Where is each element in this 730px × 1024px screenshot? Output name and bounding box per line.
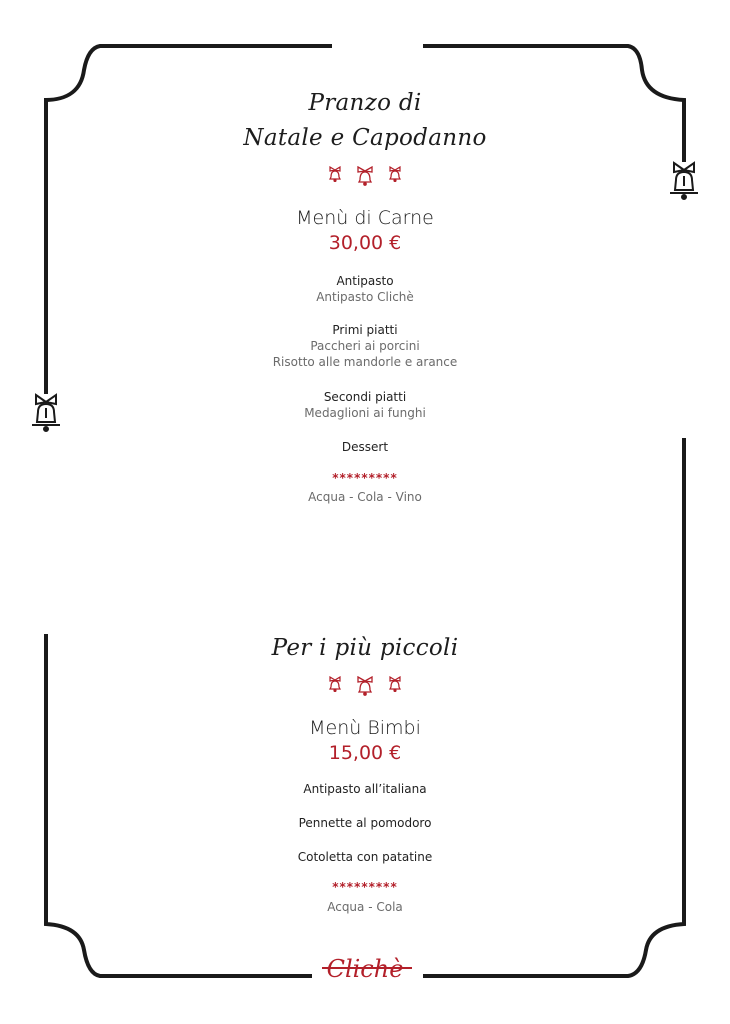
christmas-bell-icon [388, 166, 402, 182]
section2-title: Per i più piccoli [271, 635, 459, 661]
bells-ornament [0, 166, 730, 186]
course-dessert [0, 439, 730, 455]
christmas-bell-icon [356, 676, 374, 696]
logo-text: Clichè [326, 955, 404, 983]
course-title: Antipasto [336, 274, 394, 288]
menu-name: Menù Bimbi [309, 717, 421, 739]
bells-ornament [0, 676, 730, 696]
menu-item: Pennette al pomodoro [298, 816, 432, 830]
menu-item: Antipasto all’italiana [303, 782, 427, 796]
title-line-1: Pranzo di [308, 90, 422, 116]
menu-name: Menù di Carne [296, 207, 434, 229]
christmas-bell-icon [328, 676, 342, 692]
title-line-2: Natale e Capodanno [243, 125, 487, 151]
course-primi [0, 322, 730, 370]
cliche-logo [300, 948, 430, 988]
course-title: Secondi piatti [323, 390, 407, 404]
course-antipasto [0, 273, 730, 305]
course-title: Dessert [341, 440, 389, 454]
divider: ********* [332, 880, 398, 894]
course-title: Primi piatti [332, 323, 398, 337]
course-item: Antipasto Clichè [316, 290, 414, 304]
divider: ********* [332, 471, 398, 485]
course-item: Paccheri ai porcini [310, 339, 420, 353]
menu-price: 15,00 € [328, 742, 402, 764]
menu-item: Cotoletta con patatine [297, 850, 433, 864]
section1-title [0, 86, 730, 156]
christmas-bell-icon [328, 166, 342, 182]
christmas-bell-icon [356, 166, 374, 186]
course-item: Risotto alle mandorle e arance [272, 355, 458, 369]
course-item: Medaglioni ai funghi [304, 406, 426, 420]
drinks: Acqua - Cola [327, 900, 403, 914]
menu-price: 30,00 € [328, 232, 402, 254]
drinks: Acqua - Cola - Vino [308, 490, 422, 504]
course-secondi [0, 389, 730, 421]
christmas-bell-icon [388, 676, 402, 692]
